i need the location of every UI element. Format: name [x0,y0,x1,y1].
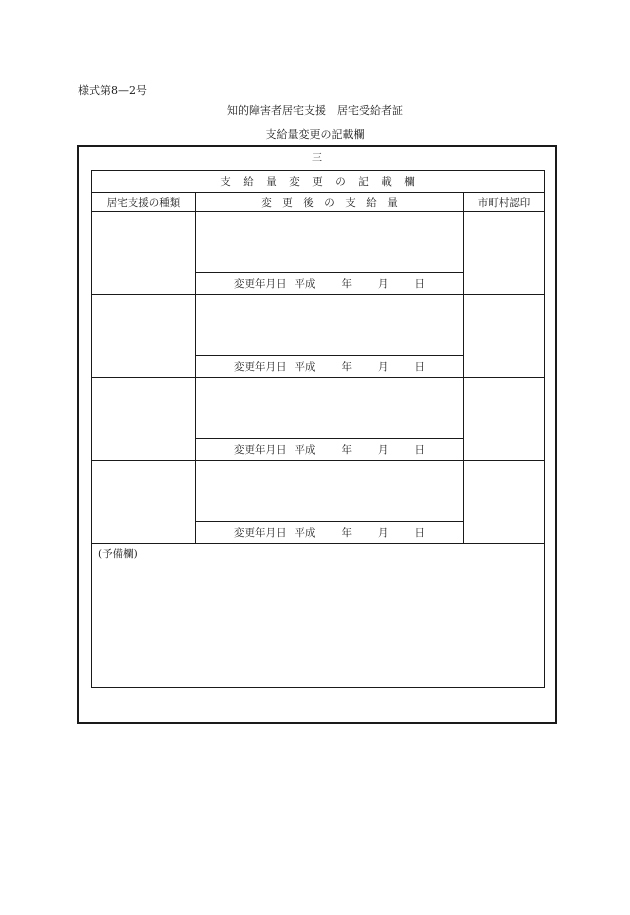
service-type-cell[interactable] [92,295,196,378]
document-title: 知的障害者居宅支援 居宅受給者証 [227,104,403,117]
amount-after-change-cell[interactable] [196,378,464,439]
municipal-seal-cell[interactable] [464,378,545,461]
notes-label: (予備欄) [98,548,138,560]
year-label: 年 [341,527,352,539]
year-label: 年 [341,278,352,290]
notes-area[interactable] [92,544,545,688]
day-label: 日 [414,444,425,456]
column-header-municipal-seal: 市町村認印 [464,193,545,212]
month-label: 月 [378,278,389,290]
era-label: 平成 [294,527,316,539]
form-frame [77,145,557,724]
year-label: 年 [341,444,352,456]
table-title: 支 給 量 変 更 の 記 載 欄 [92,171,545,193]
municipal-seal-cell[interactable] [464,295,545,378]
municipal-seal-cell[interactable] [464,212,545,295]
era-label: 平成 [294,361,316,373]
day-label: 日 [414,527,425,539]
change-date-row [196,439,464,461]
day-label: 日 [414,361,425,373]
change-date-label: 変更年月日 [234,444,287,456]
year-label: 年 [341,361,352,373]
month-label: 月 [378,444,389,456]
service-type-cell[interactable] [92,212,196,295]
amount-after-change-cell[interactable] [196,461,464,522]
change-date-row [196,522,464,544]
day-label: 日 [414,278,425,290]
change-date-label: 変更年月日 [234,361,287,373]
change-record-table [91,170,545,688]
service-type-cell[interactable] [92,378,196,461]
column-header-service-type: 居宅支援の種類 [92,193,196,212]
form-number: 様式第8—2号 [78,84,147,97]
service-type-cell[interactable] [92,461,196,544]
municipal-seal-cell[interactable] [464,461,545,544]
change-date-row [196,356,464,378]
page-marker: 三 [312,153,322,164]
section-title: 支給量変更の記載欄 [265,128,365,141]
month-label: 月 [378,527,389,539]
month-label: 月 [378,361,389,373]
column-header-amount-after-change: 変 更 後 の 支 給 量 [196,193,464,212]
amount-after-change-cell[interactable] [196,295,464,356]
change-date-label: 変更年月日 [234,278,287,290]
era-label: 平成 [294,278,316,290]
amount-after-change-cell[interactable] [196,212,464,273]
change-date-label: 変更年月日 [234,527,287,539]
era-label: 平成 [294,444,316,456]
change-date-row [196,273,464,295]
